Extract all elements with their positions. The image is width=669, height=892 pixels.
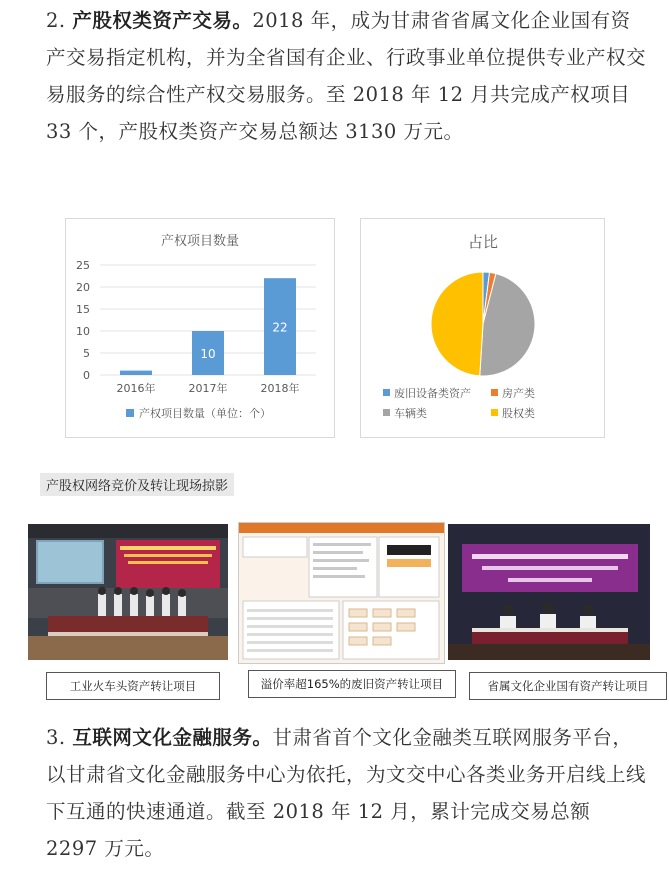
y-tick-label: 5: [83, 347, 90, 360]
photo-train-asset-ceremony: [28, 524, 228, 660]
y-tick-label: 10: [76, 325, 90, 338]
y-tick-label: 25: [76, 259, 90, 272]
photo-label-scrap-asset: 溢价率超165%的废旧资产转让项目: [248, 670, 456, 698]
photo-label-cultural-asset: 省属文化企业国有资产转让项目: [469, 672, 667, 700]
x-tick-label: 2017年: [188, 382, 228, 395]
pie-slice: [431, 272, 483, 376]
legend-label: 股权类: [502, 407, 535, 420]
bar: [120, 371, 152, 375]
pie-chart: [361, 219, 604, 437]
legend-swatch: [383, 389, 390, 396]
legend-label: 产权项目数量（单位：个）: [139, 407, 271, 420]
legend-label: 车辆类: [394, 407, 427, 420]
legend-swatch: [491, 389, 498, 396]
y-tick-label: 15: [76, 303, 90, 316]
y-tick-label: 0: [83, 369, 90, 382]
bar-data-label: 22: [272, 320, 288, 335]
photo-online-auction-screen: [238, 522, 445, 664]
section-2-body: 2018 年，成为甘肃省省属文化企业国有资产交易指定机构，并为全省国有企业、行政事业单位提供专业产权交易服务的综合性产权交易服务。至 2018 年 12 月共完成产权项目 33 个，产股权类资产交易总额达 3130 万元。: [46, 9, 647, 143]
y-tick-label: 20: [76, 281, 90, 294]
legend-swatch: [126, 409, 134, 417]
photo-cultural-asset-signing: [448, 524, 650, 660]
photo-label-train-asset: 工业火车头资产转让项目: [46, 672, 220, 700]
legend-swatch: [383, 409, 390, 416]
chart-title: 占比: [467, 233, 499, 251]
x-tick-label: 2016年: [116, 382, 156, 395]
section-3-paragraph: [46, 719, 646, 867]
section-2-heading: 产股权类资产交易。: [72, 9, 253, 32]
legend-label: 废旧设备类资产: [394, 387, 471, 400]
section-2-number: 2.: [46, 9, 66, 32]
bar-data-label: 10: [200, 347, 216, 361]
section-3-heading: 互联网文化金融服务。: [72, 726, 273, 749]
x-tick-label: 2018年: [260, 382, 300, 395]
gallery-caption: 产股权网络竞价及转让现场掠影: [40, 473, 234, 496]
legend-label: 房产类: [502, 387, 535, 400]
pie-chart-card: [360, 218, 605, 438]
section-2-paragraph: [46, 2, 646, 150]
section-3-body: 甘肃省首个文化金融类互联网服务平台，以甘肃省文化金融服务中心为依托，为文交中心各类业务开启线上线下互通的快速通道。截至 2018 年 12 月，累计完成交易总额 2297 万元。: [46, 726, 647, 860]
bar-chart-card: [65, 218, 335, 438]
section-3-number: 3.: [46, 726, 66, 749]
legend-swatch: [491, 409, 498, 416]
bar-chart: [66, 219, 334, 437]
chart-title: 产权项目数量: [160, 234, 240, 249]
